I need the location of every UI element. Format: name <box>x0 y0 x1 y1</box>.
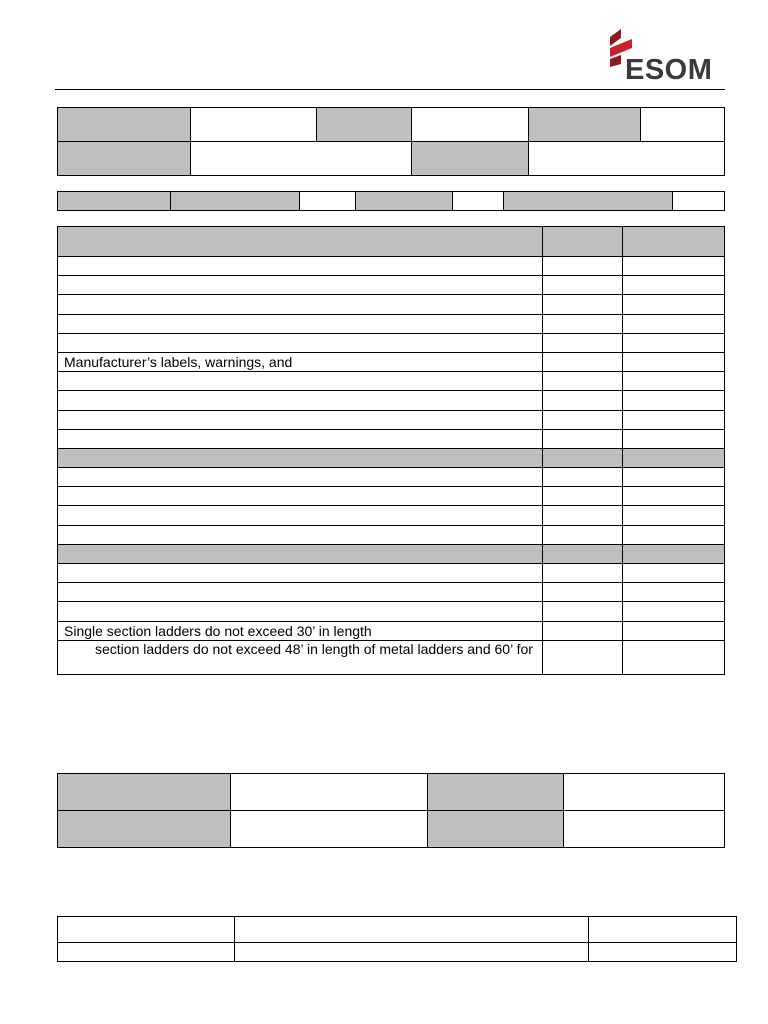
checklist-comment-cell[interactable] <box>623 352 725 371</box>
footer-cell[interactable] <box>589 917 737 943</box>
checklist-status-cell[interactable] <box>543 640 623 674</box>
checklist-comment-cell[interactable] <box>623 257 725 276</box>
checklist-header-row <box>58 227 725 257</box>
signoff-table <box>57 773 725 848</box>
strip-value[interactable] <box>673 192 725 211</box>
field-label <box>58 108 191 142</box>
checklist-comment-cell[interactable] <box>623 621 725 640</box>
logo-text: ESOM <box>625 54 713 86</box>
checklist-status-cell[interactable] <box>543 487 623 506</box>
checklist-section-row <box>58 544 725 563</box>
checklist-item-text <box>58 583 543 602</box>
info-strip <box>57 191 725 211</box>
checklist-comment-cell[interactable] <box>623 640 725 674</box>
field-label <box>412 142 529 176</box>
footer-table <box>57 916 737 962</box>
footer-cell[interactable] <box>235 917 589 943</box>
checklist-status-cell[interactable] <box>543 257 623 276</box>
field-value[interactable] <box>191 108 317 142</box>
signoff-value[interactable] <box>564 811 725 848</box>
signoff-value[interactable] <box>231 811 428 848</box>
checklist-status-cell[interactable] <box>543 333 623 352</box>
strip-label <box>171 192 300 211</box>
footer-cell[interactable] <box>235 943 589 962</box>
checklist-row <box>58 295 725 314</box>
checklist-status-cell[interactable] <box>543 372 623 391</box>
checklist-comment-cell[interactable] <box>623 372 725 391</box>
checklist-comment-cell <box>623 544 725 563</box>
checklist-item-text <box>58 314 543 333</box>
checklist-status-cell <box>543 544 623 563</box>
checklist-status-cell[interactable] <box>543 295 623 314</box>
checklist-status-cell[interactable] <box>543 429 623 448</box>
field-label <box>58 142 191 176</box>
checklist-status-cell[interactable] <box>543 602 623 621</box>
footer-cell[interactable] <box>58 943 235 962</box>
signoff-label <box>58 811 231 848</box>
checklist-section-row <box>58 448 725 467</box>
field-value[interactable] <box>529 142 725 176</box>
checklist-comment-cell[interactable] <box>623 564 725 583</box>
checklist-comment-cell[interactable] <box>623 314 725 333</box>
checklist-row <box>58 429 725 448</box>
checklist-item-text <box>58 227 543 257</box>
checklist-item-text: section ladders do not exceed 48’ in length of metal ladders and 60’ for <box>58 640 543 674</box>
checklist-item-text <box>58 276 543 295</box>
checklist-row <box>58 621 725 640</box>
checklist-row <box>58 487 725 506</box>
checklist-row <box>58 602 725 621</box>
checklist-status-cell[interactable] <box>543 506 623 525</box>
checklist-status-cell[interactable] <box>543 583 623 602</box>
checklist-row <box>58 525 725 544</box>
field-value[interactable] <box>191 142 412 176</box>
checklist-item-text: Manufacturer’s labels, warnings, and <box>58 352 543 371</box>
checklist-comment-cell[interactable] <box>623 602 725 621</box>
checklist-row <box>58 391 725 410</box>
strip-label <box>58 192 171 211</box>
checklist-status-cell[interactable] <box>543 410 623 429</box>
signoff-value[interactable] <box>231 774 428 811</box>
checklist-comment-cell[interactable] <box>623 276 725 295</box>
checklist-comment-cell[interactable] <box>623 506 725 525</box>
info-table-top <box>57 107 725 176</box>
checklist-row <box>58 352 725 371</box>
checklist-status-cell <box>543 227 623 257</box>
checklist-item-text <box>58 448 543 467</box>
signoff-label <box>428 774 564 811</box>
checklist-row <box>58 583 725 602</box>
checklist-item-text <box>58 391 543 410</box>
checklist-item-text <box>58 525 543 544</box>
company-logo <box>608 28 723 86</box>
checklist-item-text <box>58 257 543 276</box>
strip-value[interactable] <box>453 192 504 211</box>
checklist-comment-cell[interactable] <box>623 333 725 352</box>
checklist-comment-cell[interactable] <box>623 429 725 448</box>
checklist-item-text <box>58 333 543 352</box>
checklist-comment-cell <box>623 227 725 257</box>
checklist-status-cell[interactable] <box>543 391 623 410</box>
field-label <box>317 108 412 142</box>
checklist-row <box>58 640 725 674</box>
checklist-comment-cell[interactable] <box>623 295 725 314</box>
checklist-row <box>58 276 725 295</box>
checklist-status-cell[interactable] <box>543 314 623 333</box>
checklist-status-cell[interactable] <box>543 621 623 640</box>
checklist-status-cell[interactable] <box>543 276 623 295</box>
signoff-label <box>428 811 564 848</box>
checklist-row <box>58 257 725 276</box>
checklist-comment-cell[interactable] <box>623 525 725 544</box>
field-value[interactable] <box>641 108 725 142</box>
checklist-row <box>58 564 725 583</box>
checklist-comment-cell[interactable] <box>623 468 725 487</box>
signoff-value[interactable] <box>564 774 725 811</box>
checklist-item-text <box>58 410 543 429</box>
header-divider <box>55 89 725 90</box>
strip-label <box>504 192 673 211</box>
checklist-item-text <box>58 602 543 621</box>
checklist-item-text <box>58 295 543 314</box>
footer-cell[interactable] <box>58 917 235 943</box>
checklist-item-text <box>58 487 543 506</box>
checklist-item-text <box>58 468 543 487</box>
checklist-status-cell <box>543 448 623 467</box>
inspection-checklist <box>57 226 725 675</box>
checklist-comment-cell[interactable] <box>623 391 725 410</box>
checklist-row <box>58 506 725 525</box>
checklist-status-cell[interactable] <box>543 352 623 371</box>
signoff-label <box>58 774 231 811</box>
checklist-item-text <box>58 506 543 525</box>
checklist-row <box>58 314 725 333</box>
strip-label <box>356 192 453 211</box>
checklist-item-text <box>58 372 543 391</box>
checklist-row <box>58 410 725 429</box>
checklist-row <box>58 468 725 487</box>
checklist-row <box>58 333 725 352</box>
field-label <box>529 108 641 142</box>
checklist-row <box>58 372 725 391</box>
checklist-comment-cell[interactable] <box>623 487 725 506</box>
checklist-status-cell[interactable] <box>543 564 623 583</box>
footer-cell[interactable] <box>589 943 737 962</box>
field-value[interactable] <box>412 108 529 142</box>
checklist-item-text: Single section ladders do not exceed 30’ in length <box>58 621 543 640</box>
checklist-item-text <box>58 429 543 448</box>
checklist-status-cell[interactable] <box>543 525 623 544</box>
checklist-item-text <box>58 564 543 583</box>
checklist-comment-cell[interactable] <box>623 410 725 429</box>
checklist-item-text <box>58 544 543 563</box>
strip-value[interactable] <box>300 192 356 211</box>
checklist-comment-cell <box>623 448 725 467</box>
checklist-comment-cell[interactable] <box>623 583 725 602</box>
checklist-status-cell[interactable] <box>543 468 623 487</box>
